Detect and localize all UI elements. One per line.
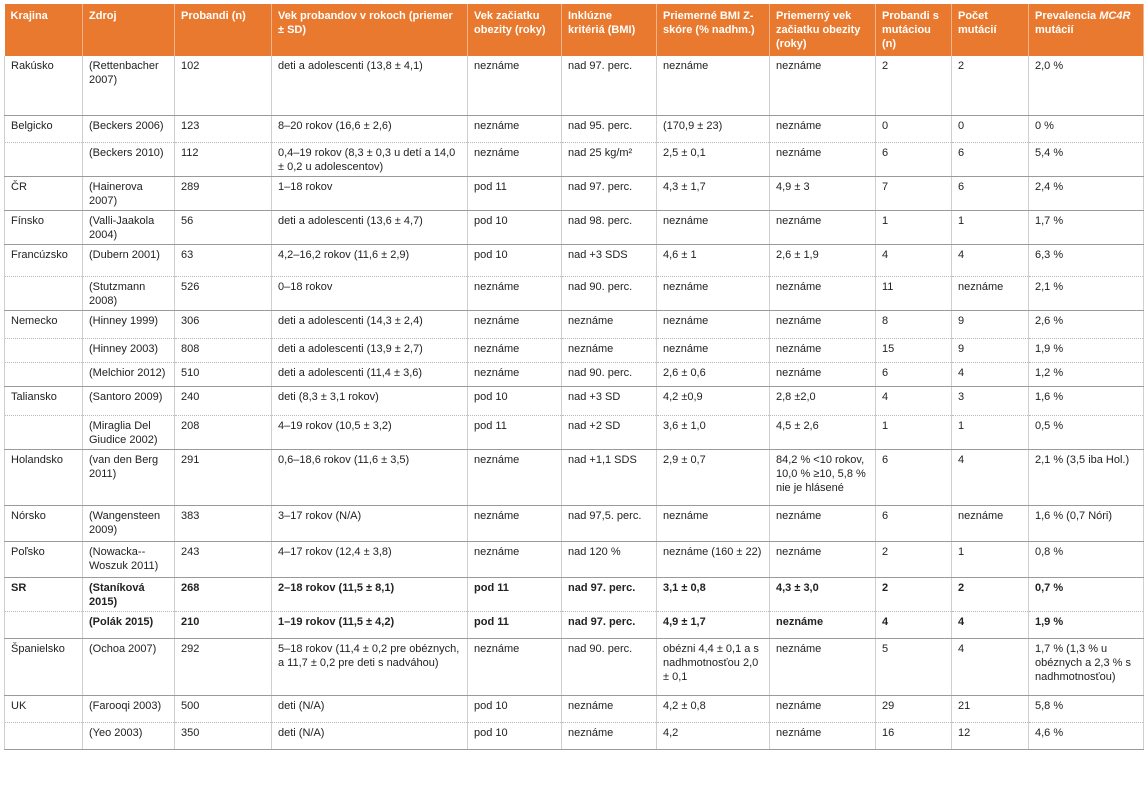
- cell-bmi: neznáme: [657, 56, 770, 115]
- cell-age: 4–17 rokov (12,4 ± 3,8): [272, 541, 468, 577]
- cell-onset-mean: neznáme: [770, 722, 876, 749]
- cell-prevalence: 5,4 %: [1029, 142, 1144, 176]
- cell-age: deti a adolescenti (13,8 ± 4,1): [272, 56, 468, 115]
- cell-source: (Rettenbacher 2007): [83, 56, 175, 115]
- cell-mut-count: neznáme: [952, 276, 1029, 310]
- cell-onset: pod 10: [468, 244, 562, 276]
- cell-onset: pod 11: [468, 415, 562, 449]
- table-row: [5, 244, 1144, 276]
- header-row: [5, 4, 1144, 56]
- cell-onset-mean: neznáme: [770, 638, 876, 695]
- cell-country: UK: [5, 695, 83, 722]
- table-row: [5, 722, 1144, 749]
- cell-source: (Farooqi 2003): [83, 695, 175, 722]
- header-probands: Probandi (n): [175, 4, 272, 56]
- cell-criteria: nad 120 %: [562, 541, 657, 577]
- cell-age: deti a adolescenti (13,6 ± 4,7): [272, 210, 468, 244]
- table-row: [5, 638, 1144, 695]
- cell-onset-mean: 4,3 ± 3,0: [770, 577, 876, 611]
- cell-with-mut: 7: [876, 176, 952, 210]
- cell-n: 526: [175, 276, 272, 310]
- cell-country: [5, 722, 83, 749]
- cell-bmi: neznáme: [657, 276, 770, 310]
- cell-source: (Beckers 2010): [83, 142, 175, 176]
- cell-onset-mean: neznáme: [770, 695, 876, 722]
- cell-bmi: 3,1 ± 0,8: [657, 577, 770, 611]
- header-prevalence-word: Prevalencia: [1035, 10, 1097, 22]
- cell-age: deti (8,3 ± 3,1 rokov): [272, 386, 468, 415]
- header-bmi: Priemerné BMI Z-skóre (% nadhm.): [657, 4, 770, 56]
- table-row: [5, 176, 1144, 210]
- cell-prevalence: 0,8 %: [1029, 541, 1144, 577]
- cell-onset: neznáme: [468, 115, 562, 142]
- table-row: [5, 310, 1144, 338]
- table-row: [5, 142, 1144, 176]
- cell-criteria: neznáme: [562, 722, 657, 749]
- cell-n: 56: [175, 210, 272, 244]
- cell-n: 510: [175, 362, 272, 386]
- cell-onset-mean: neznáme: [770, 142, 876, 176]
- cell-source: (Ochoa 2007): [83, 638, 175, 695]
- cell-n: 240: [175, 386, 272, 415]
- cell-source: (Wangensteen 2009): [83, 505, 175, 541]
- cell-with-mut: 5: [876, 638, 952, 695]
- cell-age: 4–19 rokov (10,5 ± 3,2): [272, 415, 468, 449]
- header-prevalence-suffix: mutácií: [1035, 24, 1074, 36]
- cell-mut-count: 1: [952, 541, 1029, 577]
- cell-prevalence: 2,0 %: [1029, 56, 1144, 115]
- table-row: [5, 541, 1144, 577]
- cell-bmi: neznáme: [657, 310, 770, 338]
- cell-onset-mean: neznáme: [770, 541, 876, 577]
- cell-onset: neznáme: [468, 362, 562, 386]
- cell-onset: pod 10: [468, 722, 562, 749]
- cell-n: 210: [175, 611, 272, 638]
- cell-onset-mean: 84,2 % <10 rokov, 10,0 % ≥10, 5,8 % nie je hlásené: [770, 449, 876, 505]
- cell-bmi: 3,6 ± 1,0: [657, 415, 770, 449]
- cell-source: (Hinney 2003): [83, 338, 175, 362]
- cell-mut-count: 4: [952, 362, 1029, 386]
- cell-criteria: nad +3 SDS: [562, 244, 657, 276]
- table-row: [5, 362, 1144, 386]
- cell-onset: pod 11: [468, 577, 562, 611]
- cell-bmi: obézni 4,4 ± 0,1 a s nadhmotnosťou 2,0 ± 0,1: [657, 638, 770, 695]
- cell-with-mut: 6: [876, 505, 952, 541]
- header-source: Zdroj: [83, 4, 175, 56]
- cell-age: deti a adolescenti (14,3 ± 2,4): [272, 310, 468, 338]
- cell-onset-mean: neznáme: [770, 611, 876, 638]
- cell-source: (van den Berg 2011): [83, 449, 175, 505]
- cell-prevalence: 2,4 %: [1029, 176, 1144, 210]
- table-row: [5, 115, 1144, 142]
- cell-criteria: nad +3 SD: [562, 386, 657, 415]
- table-row: [5, 338, 1144, 362]
- cell-onset: pod 10: [468, 695, 562, 722]
- cell-onset: neznáme: [468, 142, 562, 176]
- cell-criteria: nad 97. perc.: [562, 611, 657, 638]
- header-mutation-count: Počet mutácií: [952, 4, 1029, 56]
- cell-bmi: (170,9 ± 23): [657, 115, 770, 142]
- cell-with-mut: 2: [876, 541, 952, 577]
- cell-age: deti (N/A): [272, 695, 468, 722]
- cell-age: 0,4–19 rokov (8,3 ± 0,3 u detí a 14,0 ± 0,2 u adolescentov): [272, 142, 468, 176]
- cell-mut-count: 1: [952, 415, 1029, 449]
- cell-n: 291: [175, 449, 272, 505]
- cell-bmi: 4,6 ± 1: [657, 244, 770, 276]
- table-row: [5, 505, 1144, 541]
- cell-with-mut: 11: [876, 276, 952, 310]
- cell-country: [5, 362, 83, 386]
- cell-age: 2–18 rokov (11,5 ± 8,1): [272, 577, 468, 611]
- cell-bmi: 2,5 ± 0,1: [657, 142, 770, 176]
- cell-prevalence: 1,2 %: [1029, 362, 1144, 386]
- cell-country: Poľsko: [5, 541, 83, 577]
- cell-onset: pod 10: [468, 210, 562, 244]
- cell-criteria: nad +1,1 SDS: [562, 449, 657, 505]
- cell-onset-mean: 4,5 ± 2,6: [770, 415, 876, 449]
- cell-onset-mean: 4,9 ± 3: [770, 176, 876, 210]
- cell-onset-mean: 2,8 ±2,0: [770, 386, 876, 415]
- cell-mut-count: 9: [952, 310, 1029, 338]
- cell-country: Fínsko: [5, 210, 83, 244]
- cell-onset: neznáme: [468, 310, 562, 338]
- header-criteria: Inklúzne kritériá (BMI): [562, 4, 657, 56]
- cell-prevalence: 1,7 %: [1029, 210, 1144, 244]
- cell-onset: neznáme: [468, 638, 562, 695]
- table-container: [4, 4, 1143, 750]
- cell-criteria: nad 25 kg/m²: [562, 142, 657, 176]
- cell-bmi: neznáme: [657, 210, 770, 244]
- cell-prevalence: 1,7 % (1,3 % u obéznych a 2,3 % s nadhmotnosťou): [1029, 638, 1144, 695]
- cell-prevalence: 5,8 %: [1029, 695, 1144, 722]
- cell-country: Francúzsko: [5, 244, 83, 276]
- cell-mut-count: 4: [952, 611, 1029, 638]
- table-row: [5, 577, 1144, 611]
- cell-mut-count: 4: [952, 449, 1029, 505]
- cell-source: (Hainerova 2007): [83, 176, 175, 210]
- mc4r-prevalence-table: [4, 4, 1144, 750]
- cell-with-mut: 2: [876, 577, 952, 611]
- cell-age: deti (N/A): [272, 722, 468, 749]
- cell-with-mut: 4: [876, 244, 952, 276]
- header-onset: Vek začiatku obezity (roky): [468, 4, 562, 56]
- cell-prevalence: 2,6 %: [1029, 310, 1144, 338]
- cell-age: 5–18 rokov (11,4 ± 0,2 pre obéznych, a 11,7 ± 0,2 pre deti s nadváhou): [272, 638, 468, 695]
- cell-mut-count: neznáme: [952, 505, 1029, 541]
- cell-source: (Hinney 1999): [83, 310, 175, 338]
- cell-mut-count: 6: [952, 142, 1029, 176]
- cell-prevalence: 2,1 %: [1029, 276, 1144, 310]
- table-row: [5, 695, 1144, 722]
- cell-mut-count: 0: [952, 115, 1029, 142]
- cell-onset: neznáme: [468, 56, 562, 115]
- cell-criteria: nad 95. perc.: [562, 115, 657, 142]
- header-country: Krajina: [5, 4, 83, 56]
- cell-bmi: 2,6 ± 0,6: [657, 362, 770, 386]
- cell-prevalence: 0 %: [1029, 115, 1144, 142]
- cell-country: Taliansko: [5, 386, 83, 415]
- cell-age: deti a adolescenti (13,9 ± 2,7): [272, 338, 468, 362]
- cell-onset-mean: neznáme: [770, 56, 876, 115]
- cell-onset-mean: 2,6 ± 1,9: [770, 244, 876, 276]
- cell-country: Nórsko: [5, 505, 83, 541]
- cell-onset: neznáme: [468, 338, 562, 362]
- cell-mut-count: 6: [952, 176, 1029, 210]
- cell-bmi: 4,2: [657, 722, 770, 749]
- cell-source: (Stutzmann 2008): [83, 276, 175, 310]
- header-with-mutation: Probandi s mutáciou (n): [876, 4, 952, 56]
- cell-onset: neznáme: [468, 541, 562, 577]
- cell-with-mut: 6: [876, 362, 952, 386]
- cell-age: 4,2–16,2 rokov (11,6 ± 2,9): [272, 244, 468, 276]
- cell-mut-count: 4: [952, 244, 1029, 276]
- cell-n: 292: [175, 638, 272, 695]
- cell-with-mut: 2: [876, 56, 952, 115]
- cell-onset: neznáme: [468, 505, 562, 541]
- cell-source: (Dubern 2001): [83, 244, 175, 276]
- cell-mut-count: 2: [952, 56, 1029, 115]
- cell-age: 8–20 rokov (16,6 ± 2,6): [272, 115, 468, 142]
- cell-n: 243: [175, 541, 272, 577]
- cell-criteria: nad +2 SD: [562, 415, 657, 449]
- cell-country: Belgicko: [5, 115, 83, 142]
- cell-source: (Beckers 2006): [83, 115, 175, 142]
- cell-prevalence: 1,6 %: [1029, 386, 1144, 415]
- cell-age: 0,6–18,6 rokov (11,6 ± 3,5): [272, 449, 468, 505]
- cell-criteria: neznáme: [562, 695, 657, 722]
- cell-age: 3–17 rokov (N/A): [272, 505, 468, 541]
- cell-criteria: nad 90. perc.: [562, 276, 657, 310]
- cell-with-mut: 4: [876, 611, 952, 638]
- cell-with-mut: 1: [876, 210, 952, 244]
- cell-with-mut: 4: [876, 386, 952, 415]
- cell-bmi: neznáme: [657, 505, 770, 541]
- cell-onset-mean: neznáme: [770, 210, 876, 244]
- cell-onset-mean: neznáme: [770, 338, 876, 362]
- cell-prevalence: 2,1 % (3,5 iba Hol.): [1029, 449, 1144, 505]
- cell-n: 123: [175, 115, 272, 142]
- cell-n: 208: [175, 415, 272, 449]
- table-row: [5, 386, 1144, 415]
- cell-criteria: neznáme: [562, 310, 657, 338]
- header-prevalence: [1029, 4, 1144, 56]
- cell-onset: neznáme: [468, 276, 562, 310]
- cell-n: 289: [175, 176, 272, 210]
- cell-criteria: nad 97. perc.: [562, 56, 657, 115]
- cell-onset-mean: neznáme: [770, 505, 876, 541]
- cell-source: (Nowacka--Woszuk 2011): [83, 541, 175, 577]
- cell-onset-mean: neznáme: [770, 115, 876, 142]
- cell-onset-mean: neznáme: [770, 276, 876, 310]
- table-row: [5, 276, 1144, 310]
- cell-n: 383: [175, 505, 272, 541]
- cell-prevalence: 1,6 % (0,7 Nóri): [1029, 505, 1144, 541]
- cell-with-mut: 6: [876, 142, 952, 176]
- cell-country: Rakúsko: [5, 56, 83, 115]
- cell-criteria: nad 90. perc.: [562, 638, 657, 695]
- cell-criteria: nad 90. perc.: [562, 362, 657, 386]
- table-row: [5, 611, 1144, 638]
- cell-prevalence: 1,9 %: [1029, 338, 1144, 362]
- cell-country: [5, 142, 83, 176]
- header-onset-mean: Priemerný vek začiatku obezity (roky): [770, 4, 876, 56]
- cell-mut-count: 1: [952, 210, 1029, 244]
- cell-age: deti a adolescenti (11,4 ± 3,6): [272, 362, 468, 386]
- cell-with-mut: 6: [876, 449, 952, 505]
- cell-criteria: nad 97. perc.: [562, 176, 657, 210]
- cell-criteria: nad 97. perc.: [562, 577, 657, 611]
- cell-bmi: 4,3 ± 1,7: [657, 176, 770, 210]
- cell-with-mut: 16: [876, 722, 952, 749]
- cell-country: Španielsko: [5, 638, 83, 695]
- cell-country: Nemecko: [5, 310, 83, 338]
- cell-with-mut: 29: [876, 695, 952, 722]
- cell-n: 63: [175, 244, 272, 276]
- table-row: [5, 449, 1144, 505]
- cell-n: 808: [175, 338, 272, 362]
- cell-mut-count: 3: [952, 386, 1029, 415]
- cell-bmi: 4,2 ± 0,8: [657, 695, 770, 722]
- cell-country: [5, 415, 83, 449]
- cell-onset: pod 11: [468, 611, 562, 638]
- cell-bmi: 4,2 ±0,9: [657, 386, 770, 415]
- cell-onset-mean: neznáme: [770, 310, 876, 338]
- cell-n: 306: [175, 310, 272, 338]
- cell-prevalence: 0,7 %: [1029, 577, 1144, 611]
- cell-prevalence: 6,3 %: [1029, 244, 1144, 276]
- table-row: [5, 56, 1144, 115]
- cell-onset: pod 10: [468, 386, 562, 415]
- cell-source: (Melchior 2012): [83, 362, 175, 386]
- cell-criteria: neznáme: [562, 338, 657, 362]
- cell-source: (Yeo 2003): [83, 722, 175, 749]
- cell-bmi: neznáme (160 ± 22): [657, 541, 770, 577]
- cell-bmi: 2,9 ± 0,7: [657, 449, 770, 505]
- cell-source: (Miraglia Del Giudice 2002): [83, 415, 175, 449]
- cell-mut-count: 21: [952, 695, 1029, 722]
- cell-age: 0–18 rokov: [272, 276, 468, 310]
- cell-prevalence: 0,5 %: [1029, 415, 1144, 449]
- cell-country: [5, 338, 83, 362]
- cell-onset: pod 11: [468, 176, 562, 210]
- cell-mut-count: 12: [952, 722, 1029, 749]
- cell-bmi: 4,9 ± 1,7: [657, 611, 770, 638]
- cell-country: ČR: [5, 176, 83, 210]
- cell-mut-count: 9: [952, 338, 1029, 362]
- table-row: [5, 210, 1144, 244]
- cell-age: 1–19 rokov (11,5 ± 4,2): [272, 611, 468, 638]
- cell-onset-mean: neznáme: [770, 362, 876, 386]
- cell-age: 1–18 rokov: [272, 176, 468, 210]
- cell-prevalence: 1,9 %: [1029, 611, 1144, 638]
- cell-with-mut: 8: [876, 310, 952, 338]
- cell-country: [5, 276, 83, 310]
- cell-n: 102: [175, 56, 272, 115]
- cell-bmi: neznáme: [657, 338, 770, 362]
- header-age: Vek probandov v rokoch (priemer ± SD): [272, 4, 468, 56]
- cell-mut-count: 4: [952, 638, 1029, 695]
- header-prevalence-gene: MC4R: [1099, 10, 1131, 22]
- cell-with-mut: 0: [876, 115, 952, 142]
- cell-n: 268: [175, 577, 272, 611]
- cell-prevalence: 4,6 %: [1029, 722, 1144, 749]
- cell-criteria: nad 97,5. perc.: [562, 505, 657, 541]
- cell-with-mut: 1: [876, 415, 952, 449]
- cell-source: (Santoro 2009): [83, 386, 175, 415]
- table-row: [5, 415, 1144, 449]
- cell-country: SR: [5, 577, 83, 611]
- cell-country: Holandsko: [5, 449, 83, 505]
- cell-criteria: nad 98. perc.: [562, 210, 657, 244]
- cell-mut-count: 2: [952, 577, 1029, 611]
- cell-source: (Valli-Jaakola 2004): [83, 210, 175, 244]
- cell-with-mut: 15: [876, 338, 952, 362]
- cell-n: 500: [175, 695, 272, 722]
- table-body: [5, 56, 1144, 749]
- cell-n: 350: [175, 722, 272, 749]
- cell-n: 112: [175, 142, 272, 176]
- cell-country: [5, 611, 83, 638]
- cell-source: (Polák 2015): [83, 611, 175, 638]
- cell-source: (Staníková 2015): [83, 577, 175, 611]
- cell-onset: neznáme: [468, 449, 562, 505]
